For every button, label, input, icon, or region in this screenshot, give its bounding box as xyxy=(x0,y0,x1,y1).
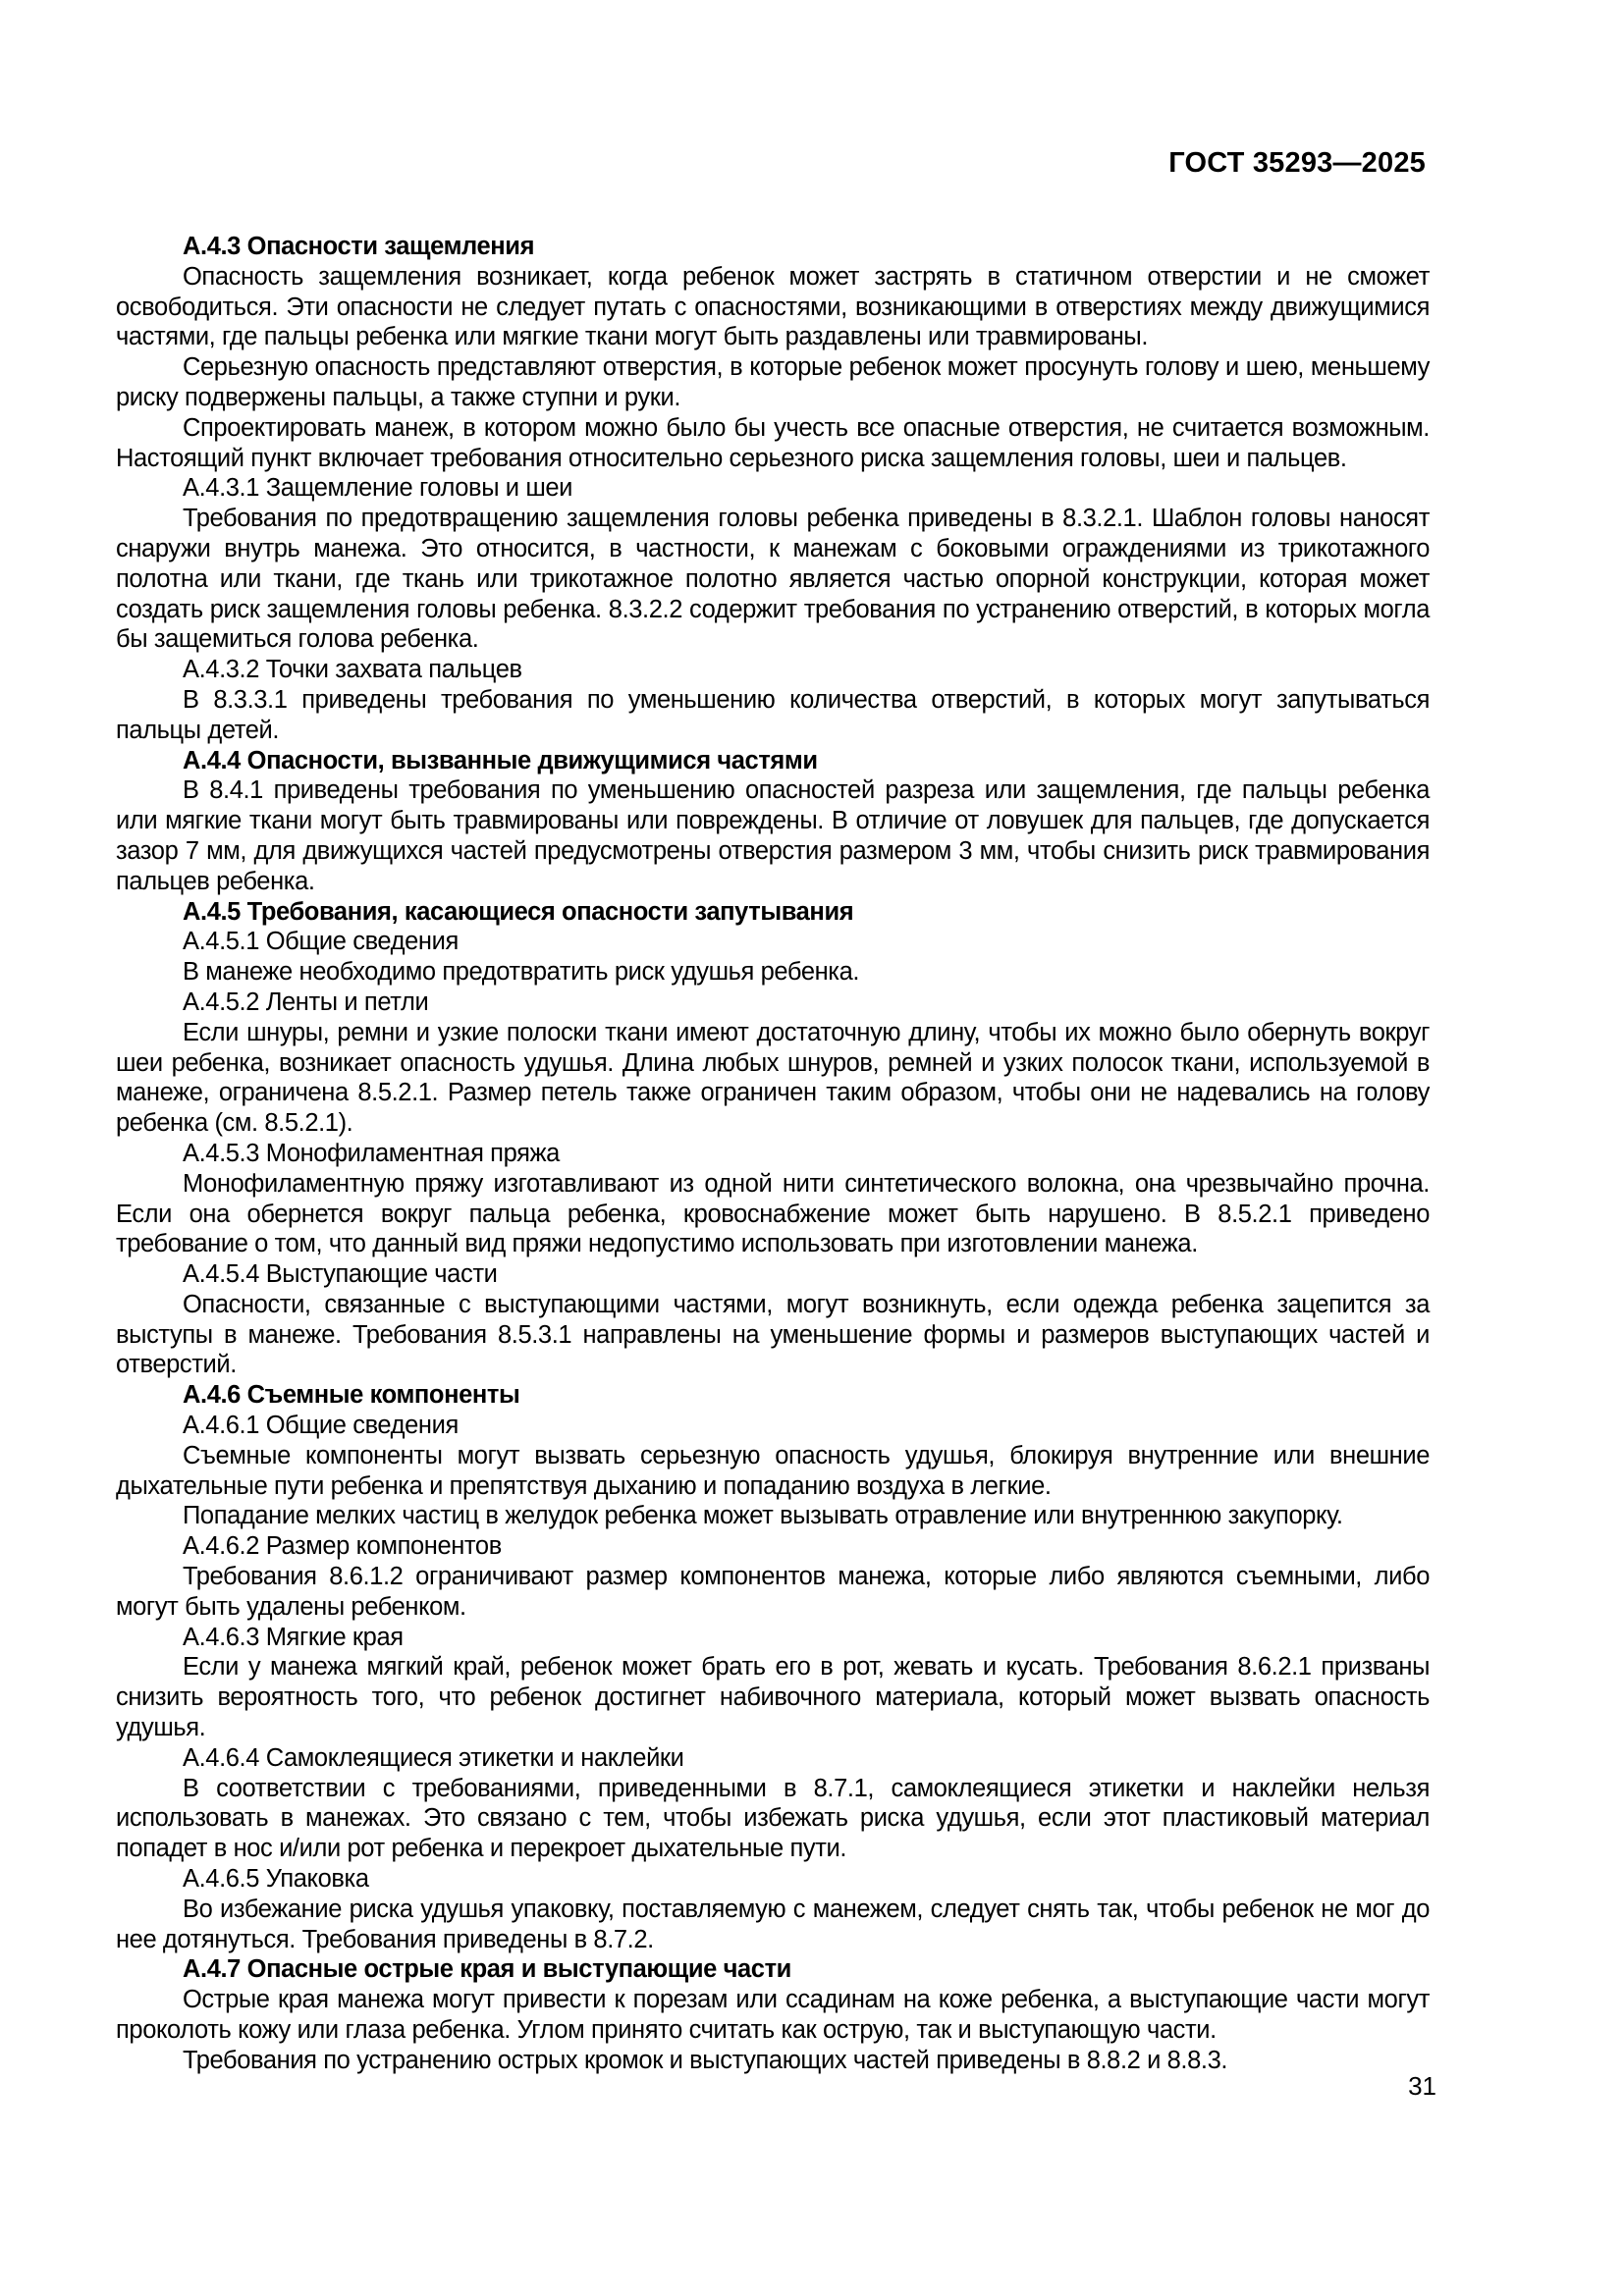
section-heading: А.4.3 Опасности защемления xyxy=(183,233,535,260)
paragraph: Острые края манежа могут привести к порезам или ссадинам на коже ребенка, а выступающие части могут проколоть кожу или глаза ребенка. Углом принято считать как острую, так и выступающую части. xyxy=(116,1986,1430,2045)
section-heading: А.4.5 Требования, касающиеся опасности запутывания xyxy=(183,897,854,926)
paragraph: В 8.4.1 приведены требования по уменьшению опасностей разреза или защемления, где пальцы ребенка или мягкие ткани могут быть травмированы или повреждены. В отличие от ловушек для пальцев, где допускается зазор 7 мм, для движущихся частей предусмотрены отверстия размером 3 мм, чтобы снизить риск травмирования пальцев ребенка. xyxy=(116,776,1430,895)
section-heading: А.4.4 Опасности, вызванные движущимися частями xyxy=(183,746,818,774)
doc-code-header: ГОСТ 35293—2025 xyxy=(1168,147,1426,179)
paragraph: В 8.3.3.1 приведены требования по уменьшению количества отверстий, в которых могут запутываться пальцы детей. xyxy=(116,685,1430,744)
paragraph: Требования по предотвращению защемления головы ребенка приведены в 8.3.2.1. Шаблон головы наносят снаружи внутрь манежа. Это относится, в частности, к манежам с боковыми ограждениями из трикотажного полотна или ткани, где ткань или трикотажное полотно является частью опорной конструкции, которая может создать риск защемления головы ребенка. 8.3.2.2 содержит требования по устранению отверстий, в которых могла бы защемиться голова ребенка. xyxy=(116,505,1430,654)
subsection-heading: А.4.5.2 Ленты и петли xyxy=(183,988,429,1016)
subsection-heading: А.4.6.1 Общие сведения xyxy=(183,1412,459,1440)
page-number: 31 xyxy=(1408,2071,1436,2101)
subsection-heading: А.4.5.4 Выступающие части xyxy=(183,1260,498,1289)
paragraph: В соответствии с требованиями, приведенными в 8.7.1, самоклеящиеся этикетки и наклейки нельзя использовать в манежах. Это связано с тем, чтобы избежать риска удушья, если этот пластиковый материал попадет в нос и/или рот ребенка и перекроет дыхательные пути. xyxy=(116,1774,1430,1863)
paragraph: Монофиламентную пряжу изготавливают из одной нити синтетического волокна, она чрезвычайно прочна. Если она обернется вокруг пальца ребенка, кровоснабжение может быть нарушено. В 8.5.2.1 приведено требование о том, что данный вид пряжи недопустимо использовать при изготовлении манежа. xyxy=(116,1169,1430,1258)
subsection-heading: А.4.6.3 Мягкие края xyxy=(183,1623,404,1651)
paragraph: Требования 8.6.1.2 ограничивают размер компонентов манежа, которые либо являются съемными, либо могут быть удалены ребенком. xyxy=(116,1563,1430,1621)
paragraph: Попадание мелких частиц в желудок ребенка может вызывать отравление или внутреннюю закупорку. xyxy=(183,1502,1343,1530)
paragraph: Во избежание риска удушья упаковку, поставляемую с манежем, следует снять так, чтобы ребенок не мог до нее дотянуться. Требования приведены в 8.7.2. xyxy=(116,1895,1430,1953)
subsection-heading: А.4.3.2 Точки захвата пальцев xyxy=(183,656,522,684)
section-heading: А.4.7 Опасные острые края и выступающие части xyxy=(183,1955,791,1984)
document-body xyxy=(116,232,1430,2076)
paragraph: Спроектировать манеж, в котором можно было бы учесть все опасные отверстия, не считается возможным. Настоящий пункт включает требования относительно серьезного риска защемления головы, шеи и пальцев. xyxy=(116,413,1430,472)
subsection-heading: А.4.3.1 Защемление головы и шеи xyxy=(183,474,573,503)
section-heading: А.4.6 Съемные компоненты xyxy=(183,1381,520,1410)
paragraph: Съемные компоненты могут вызвать серьезную опасность удушья, блокируя внутренние или внешние дыхательные пути ребенка и препятствуя дыханию и попаданию воздуха в легкие. xyxy=(116,1441,1430,1500)
subsection-heading: А.4.6.5 Упаковка xyxy=(183,1865,369,1894)
paragraph: Опасности, связанные с выступающими частями, могут возникнуть, если одежда ребенка зацепится за выступы в манеже. Требования 8.5.3.1 направлены на уменьшение формы и размеров выступающих частей и отверстий. xyxy=(116,1290,1430,1379)
subsection-heading: А.4.5.1 Общие сведения xyxy=(183,928,459,956)
subsection-heading: А.4.6.2 Размер компонентов xyxy=(183,1532,502,1561)
paragraph: Если у манежа мягкий край, ребенок может брать его в рот, жевать и кусать. Требования 8.6.2.1 призваны снизить вероятность того, что ребенок достигнет набивочного материала, который может вызвать опасность удушья. xyxy=(116,1653,1430,1742)
subsection-heading: А.4.6.4 Самоклеящиеся этикетки и наклейки xyxy=(183,1743,684,1772)
paragraph: Опасность защемления возникает, когда ребенок может застрять в статичном отверстии и не сможет освободиться. Эти опасности не следует путать с опасностями, возникающими в отверстиях между движущимися частями, где пальцы ребенка или мягкие ткани могут быть раздавлены или травмированы. xyxy=(116,262,1430,351)
paragraph: В манеже необходимо предотвратить риск удушья ребенка. xyxy=(183,958,860,987)
paragraph: Требования по устранению острых кромок и выступающих частей приведены в 8.8.2 и 8.8.3. xyxy=(183,2046,1228,2074)
paragraph: Если шнуры, ремни и узкие полоски ткани имеют достаточную длину, чтобы их можно было обернуть вокруг шеи ребенка, возникает опасность удушья. Длина любых шнуров, ремней и узких полосок ткани, используемой в манеже, ограничена 8.5.2.1. Размер петель также ограничен таким образом, чтобы они не надевались на голову ребенка (см. 8.5.2.1). xyxy=(116,1018,1430,1138)
paragraph: Серьезную опасность представляют отверстия, в которые ребенок может просунуть голову и шею, меньшему риску подвержены пальцы, а также ступни и руки. xyxy=(116,353,1430,411)
subsection-heading: А.4.5.3 Монофиламентная пряжа xyxy=(183,1139,560,1167)
